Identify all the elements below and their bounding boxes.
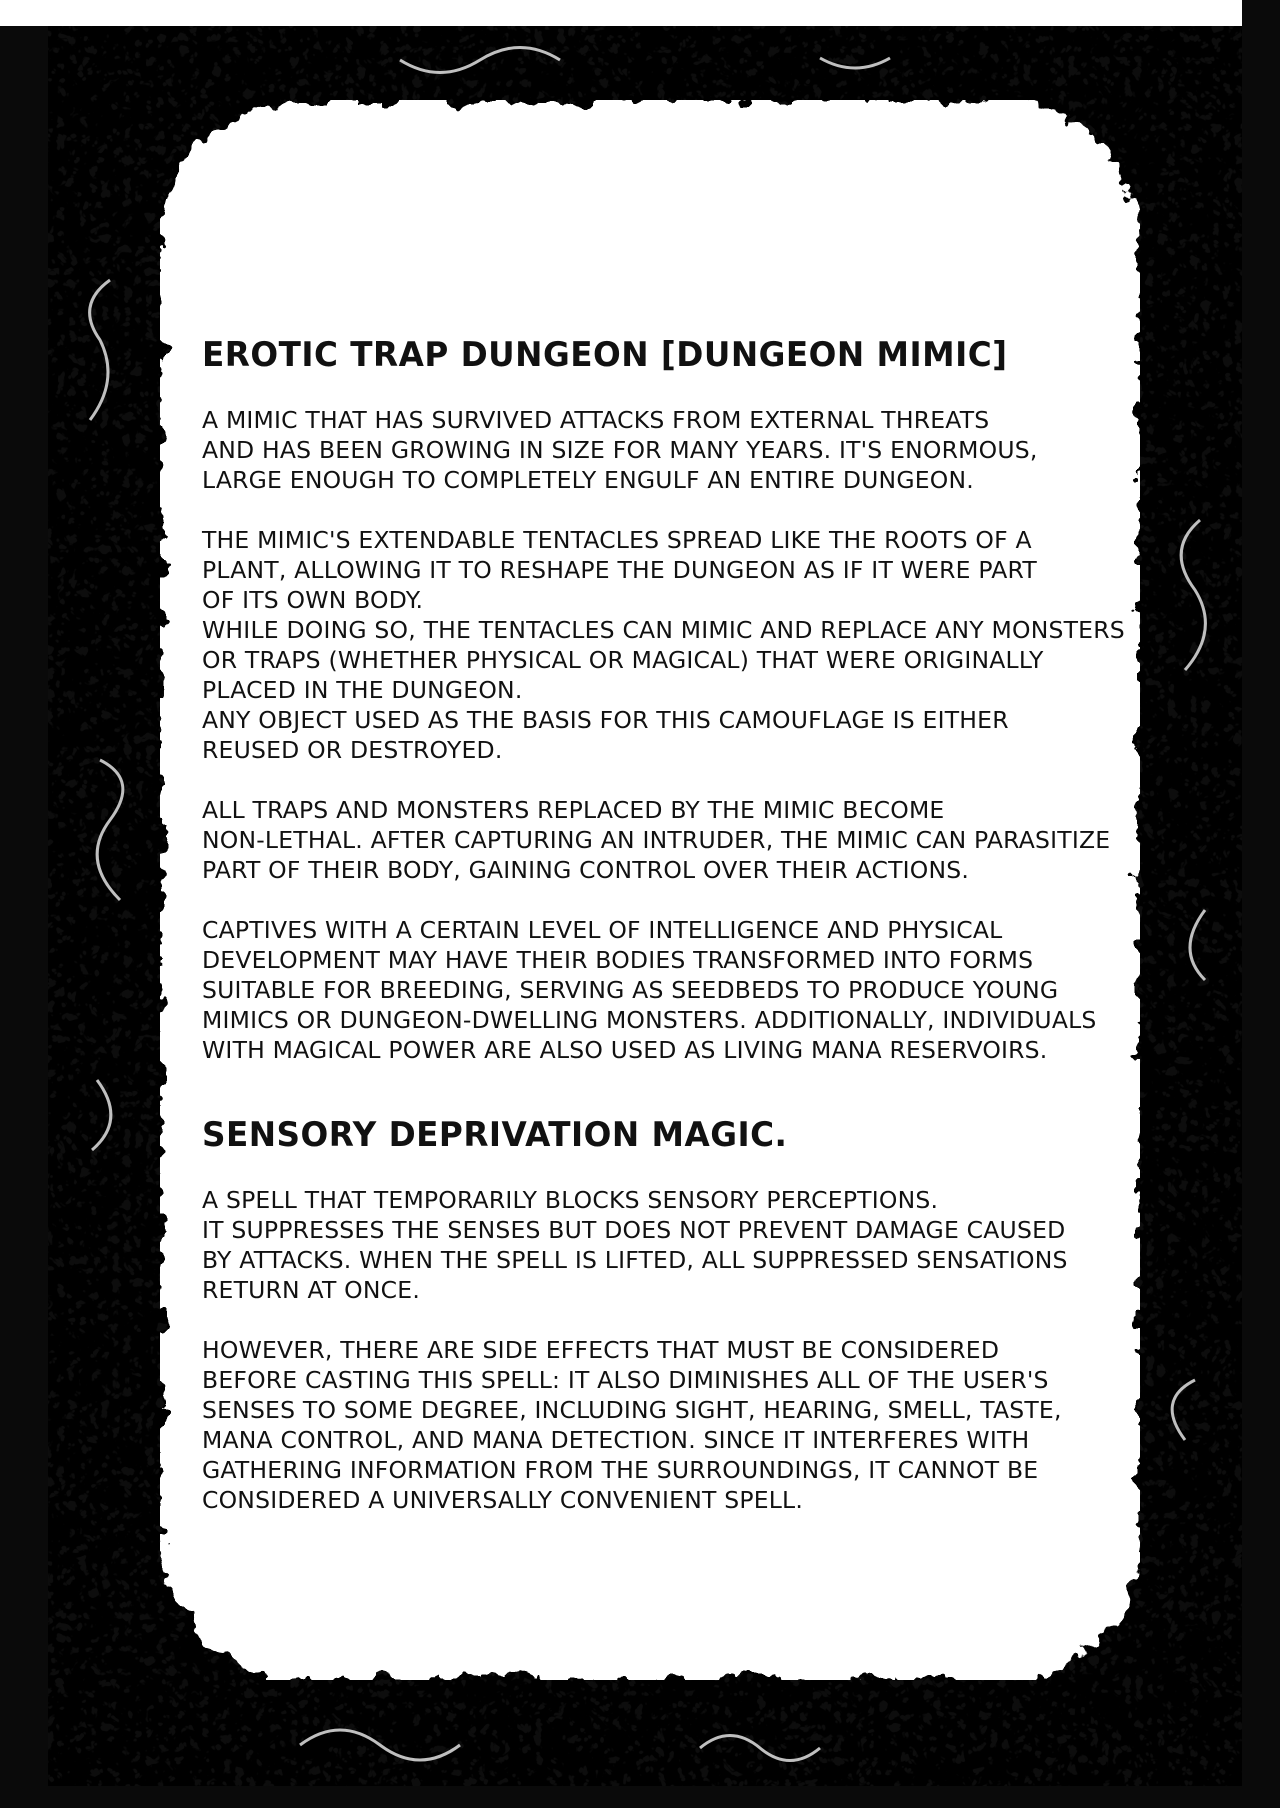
text-line: REUSED OR DESTROYED.	[202, 736, 503, 764]
spell-paragraph-2	[202, 1335, 1182, 1515]
text-line: DEVELOPMENT MAY HAVE THEIR BODIES TRANSFORMED INTO FORMS	[202, 946, 1034, 974]
mimic-paragraph-2	[202, 525, 1182, 765]
section-title-dungeon-mimic: EROTIC TRAP DUNGEON [DUNGEON MIMIC]	[202, 335, 1008, 375]
text-line: GATHERING INFORMATION FROM THE SURROUNDINGS, IT CANNOT BE	[202, 1456, 1039, 1484]
text-line: THE MIMIC'S EXTENDABLE TENTACLES SPREAD LIKE THE ROOTS OF A	[202, 526, 1032, 554]
text-line: MIMICS OR DUNGEON-DWELLING MONSTERS. ADDITIONALLY, INDIVIDUALS	[202, 1006, 1097, 1034]
text-line: IT SUPPRESSES THE SENSES BUT DOES NOT PREVENT DAMAGE CAUSED	[202, 1216, 1066, 1244]
text-line: CONSIDERED A UNIVERSALLY CONVENIENT SPELL.	[202, 1486, 804, 1514]
text-line: CAPTIVES WITH A CERTAIN LEVEL OF INTELLIGENCE AND PHYSICAL	[202, 916, 1003, 944]
text-line: WITH MAGICAL POWER ARE ALSO USED AS LIVING MANA RESERVOIRS.	[202, 1036, 1048, 1064]
spell-paragraph-1	[202, 1185, 1182, 1305]
text-line: HOWEVER, THERE ARE SIDE EFFECTS THAT MUST BE CONSIDERED	[202, 1336, 1000, 1364]
text-line: NON-LETHAL. AFTER CAPTURING AN INTRUDER, THE MIMIC CAN PARASITIZE	[202, 826, 1111, 854]
text-line: SUITABLE FOR BREEDING, SERVING AS SEEDBEDS TO PRODUCE YOUNG	[202, 976, 1059, 1004]
text-line: BY ATTACKS. WHEN THE SPELL IS LIFTED, ALL SUPPRESSED SENSATIONS	[202, 1246, 1068, 1274]
text-line: WHILE DOING SO, THE TENTACLES CAN MIMIC AND REPLACE ANY MONSTERS	[202, 616, 1125, 644]
text-line: A MIMIC THAT HAS SURVIVED ATTACKS FROM EXTERNAL THREATS	[202, 406, 990, 434]
text-line: RETURN AT ONCE.	[202, 1276, 420, 1304]
glossary-content	[202, 335, 1182, 1545]
section-title-sensory-deprivation: SENSORY DEPRIVATION MAGIC.	[202, 1115, 788, 1155]
mimic-paragraph-4	[202, 915, 1182, 1065]
text-line: PLACED IN THE DUNGEON.	[202, 676, 523, 704]
text-line: ANY OBJECT USED AS THE BASIS FOR THIS CAMOUFLAGE IS EITHER	[202, 706, 1009, 734]
text-line: BEFORE CASTING THIS SPELL: IT ALSO DIMINISHES ALL OF THE USER'S	[202, 1366, 1049, 1394]
text-line: MANA CONTROL, AND MANA DETECTION. SINCE IT INTERFERES WITH	[202, 1426, 1030, 1454]
text-line: AND HAS BEEN GROWING IN SIZE FOR MANY YEARS. IT'S ENORMOUS,	[202, 436, 1038, 464]
text-line: PLANT, ALLOWING IT TO RESHAPE THE DUNGEON AS IF IT WERE PART	[202, 556, 1037, 584]
mimic-paragraph-1	[202, 405, 1182, 495]
text-line: ALL TRAPS AND MONSTERS REPLACED BY THE MIMIC BECOME	[202, 796, 945, 824]
text-line: OR TRAPS (WHETHER PHYSICAL OR MAGICAL) THAT WERE ORIGINALLY	[202, 646, 1044, 674]
mimic-paragraph-3	[202, 795, 1182, 885]
text-line: OF ITS OWN BODY.	[202, 586, 424, 614]
text-line: A SPELL THAT TEMPORARILY BLOCKS SENSORY PERCEPTIONS.	[202, 1186, 939, 1214]
text-line: SENSES TO SOME DEGREE, INCLUDING SIGHT, HEARING, SMELL, TASTE,	[202, 1396, 1062, 1424]
text-line: PART OF THEIR BODY, GAINING CONTROL OVER THEIR ACTIONS.	[202, 856, 970, 884]
text-line: LARGE ENOUGH TO COMPLETELY ENGULF AN ENTIRE DUNGEON.	[202, 466, 974, 494]
